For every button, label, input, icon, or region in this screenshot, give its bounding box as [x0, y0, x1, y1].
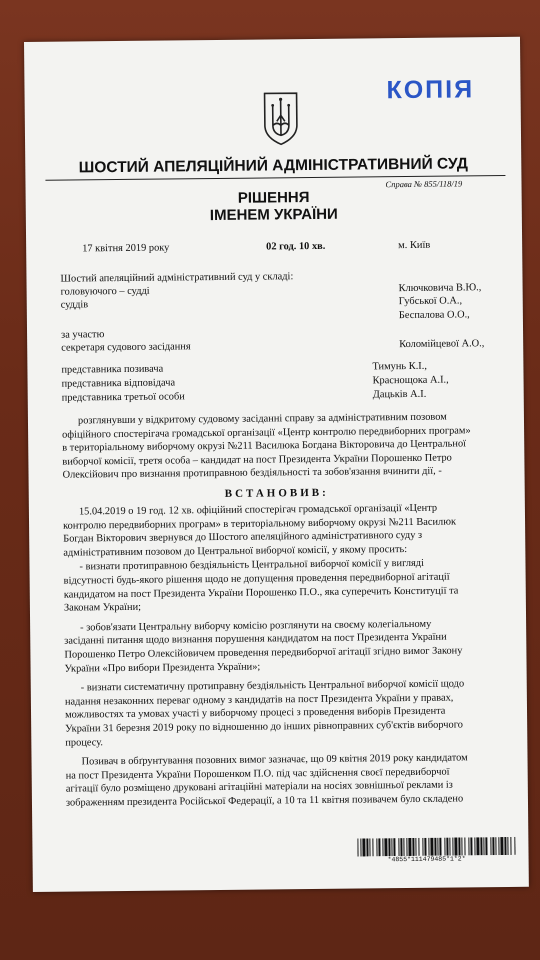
- established-heading: ВСТАНОВИВ:: [224, 486, 329, 500]
- coat-of-arms-icon: [261, 91, 302, 146]
- composition-name: Губської О.А.,: [398, 295, 463, 308]
- body-line: процесу.: [65, 736, 104, 749]
- decision-city: м. Київ: [398, 239, 431, 252]
- body-line: контролю передвиборних програм» в територіальному виборчому окрузі №211 Василюк: [63, 516, 457, 532]
- court-title: ШОСТИЙ АПЕЛЯЦІЙНИЙ АДМІНІСТРАТИВНИЙ СУД: [78, 155, 468, 177]
- body-line: можливостях та умовах участі у виборчому процесі з проведення виборів Президента: [64, 705, 446, 721]
- barcode-number: *4855*111479485*1*2*: [387, 855, 466, 864]
- body-line: - визнати систематичну протиправну бездіяльність Центральної виборчої комісії щодо: [80, 678, 465, 694]
- body-line: Богдан Вікторович звернувся до Шостого апеляційного адміністративного суду з: [63, 530, 423, 545]
- composition-label: суддів: [60, 299, 89, 311]
- body-line: адміністративним позовом до Центральної виборчої комісії, у якому просить:: [63, 543, 408, 559]
- decision-time: 02 год. 10 хв.: [266, 240, 326, 253]
- decision-title: [26, 187, 522, 226]
- composition-name: Коломійцевої А.О.,: [399, 338, 485, 351]
- decision-date: 17 квітня 2019 року: [82, 242, 170, 255]
- intro-line: виборчої комісії, третя особа – кандидат на пост Президента України Порошенко Петро: [62, 452, 452, 468]
- body-line: відсутності будь-якого рішення щодо не допущення проведення передвиборної агітації: [63, 571, 450, 587]
- body-line: 15.04.2019 о 19 год. 12 хв. офіційний спостерігач громадської організації «Центр: [78, 502, 438, 518]
- body-line: України 31 березня 2019 року по відношенню до інших рівноправних суб'єктів виборчого: [65, 719, 463, 735]
- body-line: України «Про вибори Президента України»;: [64, 661, 261, 675]
- decision-title-line: РІШЕННЯ: [237, 189, 310, 207]
- case-number: Справа № 855/118/19: [385, 178, 463, 190]
- body-line: Порошенко Петро Олексійовичем проведення передвиборчої агітації згідно вимог Закону: [64, 645, 463, 661]
- body-line: Законам України;: [63, 601, 142, 614]
- composition-name: Ключковича В.Ю.,: [398, 282, 482, 295]
- intro-paragraph: [62, 410, 511, 483]
- body-line: - зобов'язати Центральну виборчу комісію розглянути на своєму колегіальному: [80, 618, 432, 634]
- body-line: кандидатом на пост Президента України Порошенко П.О., яка суперечить Конституції та: [63, 585, 459, 601]
- body-line: на пост Президента України Порошенком П.О. під час здійснення своєї передвиборчої: [65, 766, 450, 782]
- composition-label: за участю: [61, 329, 105, 341]
- body-line: надання незаконних переваг одному з кандидатів на пост Президента України у правах,: [64, 692, 454, 708]
- composition-label: головуючого – судді: [60, 285, 150, 298]
- composition-label: Шостий апеляційний адміністративний суд у складі:: [60, 271, 294, 285]
- participant-name: Тимунь К.І.,: [372, 360, 427, 373]
- body-line: агітації було розміщено друковані агітаційні матеріали на носіях зовнішньої реклами із: [65, 779, 453, 795]
- established-body: [63, 501, 514, 810]
- intro-line: в територіальному виборчому окрузі №211 Василюка Богдана Вікторовича до Центральної: [62, 438, 467, 454]
- participant-label: представника позивача: [61, 363, 164, 376]
- participant-label: представника відповідача: [61, 377, 176, 390]
- participant-name: Краснощока А.І.,: [372, 374, 449, 387]
- document-page: [24, 37, 529, 892]
- participant-label: представника третьої особи: [61, 391, 185, 404]
- decision-subtitle-line: ІМЕНЕМ УКРАЇНИ: [209, 205, 338, 225]
- body-line: зображенням президента Російської Федерації, а 10 та 11 квітня позивачем було складено: [65, 793, 464, 809]
- intro-line: розглянувши у відкритому судовому засіданні справу за адміністративним позовом: [77, 411, 447, 427]
- body-line: Позивач в обґрунтування позовних вимог зазначає, що 09 квітня 2019 року кандидатом: [81, 752, 468, 768]
- barcode: [357, 837, 515, 857]
- body-line: - визнати протиправною бездіяльність Центральної виборчої комісії у вигляді: [79, 558, 424, 573]
- copy-stamp: КОПІЯ: [386, 75, 475, 105]
- intro-line: Олексійович про визнання протиправною бездіяльності та зобов'язання вчинити дії, -: [62, 466, 442, 481]
- intro-line: офіційного спостерігача громадської організації «Центр контролю передвиборних програм»: [62, 424, 471, 441]
- composition-name: Беспалова О.О.,: [398, 309, 470, 322]
- participant-name: Дацьків А.І.: [372, 388, 427, 401]
- composition-label: секретаря судового засідання: [61, 341, 191, 354]
- body-line: засіданні питання щодо визнання порушення кандидатом на пост Президента України: [64, 631, 447, 647]
